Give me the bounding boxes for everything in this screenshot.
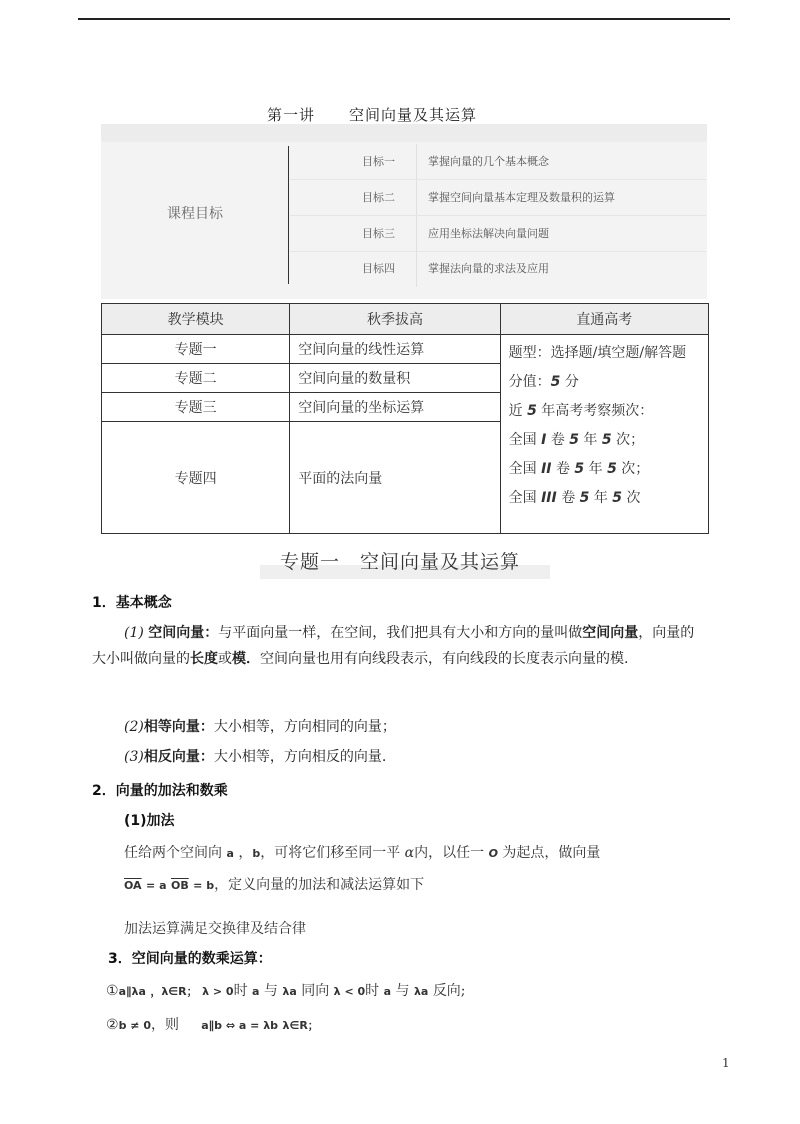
goal-row	[290, 144, 706, 180]
content-cell: 平面的法向量	[290, 422, 500, 534]
table-row	[102, 335, 709, 364]
heading-scalar: 3．空间向量的数乘运算：	[108, 951, 272, 967]
goal-number: 目标四	[362, 262, 395, 275]
subheading-addition: (1)加法	[124, 813, 175, 829]
exam-national-3: 全国 III 卷 5 年 5 次	[508, 490, 641, 506]
goal-text: 掌握向量的几个基本概念	[428, 155, 549, 168]
goal-text: 应用坐标法解决向量问题	[428, 227, 549, 240]
exam-national-2: 全国 II 卷 5 年 5 次；	[508, 461, 650, 477]
module-cell: 专题四	[102, 422, 290, 534]
module-cell: 专题二	[102, 364, 290, 393]
exam-info-cell	[500, 335, 708, 534]
module-table	[101, 303, 709, 534]
content-cell: 空间向量的线性运算	[290, 335, 500, 364]
goal-row	[290, 251, 706, 287]
header-rule	[78, 18, 730, 20]
page-title	[0, 104, 744, 125]
paragraph-space-vector: (1) 空间向量：与平面向量一样，在空间，我们把具有大小和方向的量叫做空间向量，向量的大小叫做向量的长度或模．空间向量也用有向线段表示，有向线段的长度表示向量的模.	[92, 625, 695, 667]
section-title: 专题一 空间向量及其运算	[279, 551, 520, 573]
header-exam: 直通高考	[500, 304, 708, 335]
lecture-number: 第一讲	[266, 106, 315, 124]
scalar-condition-2: ②b ≠ 0，则 a∥b ⇔ a = λb λ∈R；	[106, 1017, 319, 1033]
exam-type: 题型：选择题/填空题/解答题	[508, 345, 687, 361]
exam-score: 分值：5 分	[508, 374, 579, 390]
exam-national-1: 全国 I 卷 5 年 5 次；	[508, 432, 645, 448]
addition-line-3: 加法运算满足交换律及结合律	[124, 921, 306, 937]
goal-row	[290, 180, 706, 216]
header-autumn: 秋季拔高	[290, 304, 500, 335]
module-cell: 专题一	[102, 335, 290, 364]
scalar-condition-1: ①a∥λa ，λ∈R； λ > 0时 a 与 λa 同向 λ < 0时 a 与 λa 反向;	[106, 983, 466, 999]
goal-text: 掌握法向量的求法及应用	[428, 262, 549, 275]
goal-row	[290, 216, 706, 252]
module-cell: 专题三	[102, 393, 290, 422]
lecture-topic: 空间向量及其运算	[349, 106, 478, 124]
addition-line-1: 任给两个空间向 a ，b，可将它们移至同一平 α内，以任一 O 为起点，做向量	[124, 845, 601, 861]
content-cell: 空间向量的数量积	[290, 364, 500, 393]
goal-number: 目标二	[362, 191, 395, 204]
heading-addition: 2．向量的加法和数乘	[92, 783, 228, 799]
goals-top-band	[101, 124, 707, 142]
course-goals-label: 课程目标	[167, 206, 223, 222]
addition-line-2: $\overline{OA} = a$ $\overline{OB} = b$，定义向量的加法和减法运算如下	[124, 877, 425, 893]
paragraph-equal-vector: (2)相等向量：大小相等，方向相同的向量；	[124, 719, 396, 735]
goals-divider	[288, 146, 289, 284]
content-cell: 空间向量的坐标运算	[290, 393, 500, 422]
paragraph-opposite-vector: (3)相反向量：大小相等，方向相反的向量.	[124, 749, 387, 765]
exam-frequency: 近 5 年高考考察频次：	[508, 403, 654, 419]
heading-basic-concepts: 1．基本概念	[92, 595, 172, 611]
header-module: 教学模块	[102, 304, 290, 335]
page-number: 1	[722, 1056, 730, 1070]
goal-number: 目标一	[362, 155, 395, 168]
goal-text: 掌握空间向量基本定理及数量积的运算	[428, 191, 615, 204]
goal-number: 目标三	[362, 227, 395, 240]
